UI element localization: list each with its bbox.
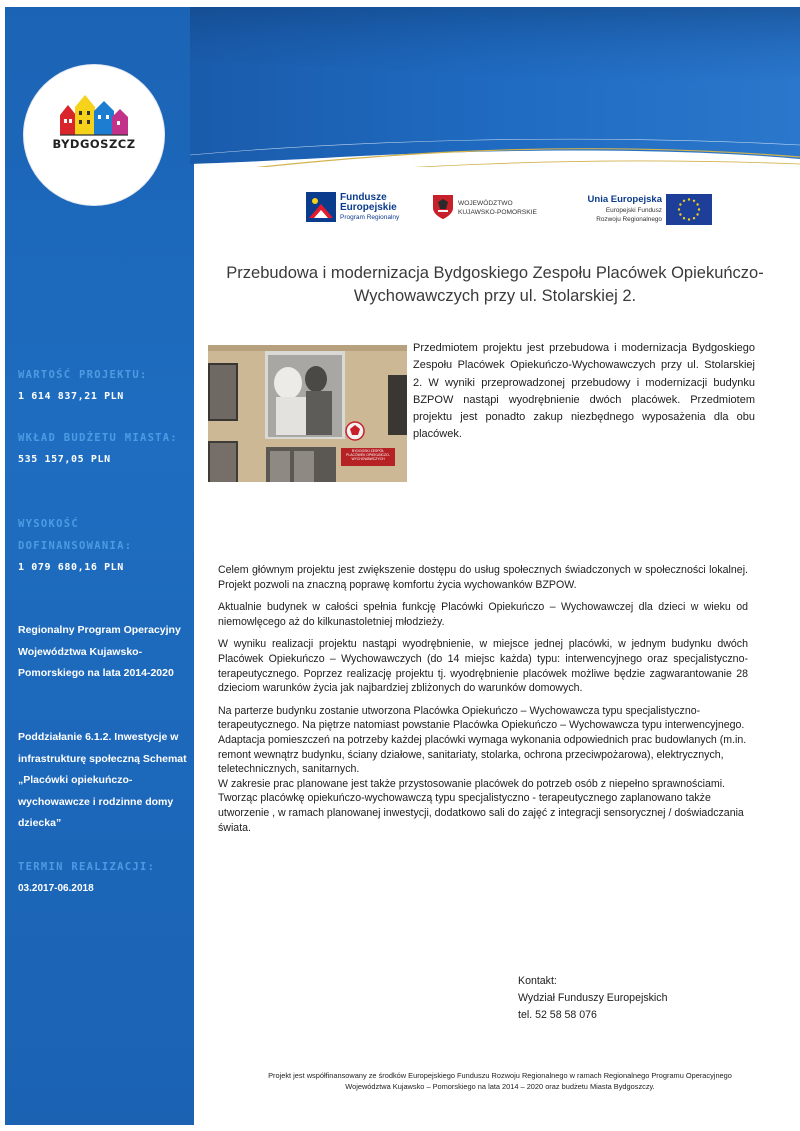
program-block bbox=[18, 620, 190, 685]
city-budget-label: WKŁAD BUDŻETU MIASTA: bbox=[18, 432, 179, 444]
eu-line3: Rozwoju Regionalnego bbox=[596, 216, 662, 223]
eu-line2: Europejski Fundusz bbox=[605, 207, 662, 214]
voiv-line1: WOJEWÓDZTWO bbox=[458, 200, 513, 207]
page-title: Przebudowa i modernizacja Bydgoskiego Zespołu Placówek Opiekuńczo-Wychowawczych przy ul. Stolarskiej 2. bbox=[226, 264, 764, 305]
photo-sign-line2: PLACÓWEK OPIEKUŃCZO-WYCHOWAWCZYCH bbox=[346, 453, 390, 462]
body-details-accessibility: W zakresie prac planowane jest także przystosowanie placówek do potrzeb osób z niepełno sprawnościami. bbox=[218, 777, 725, 790]
fe-line2: Europejskie bbox=[340, 202, 397, 213]
term-value: 03.2017-06.2018 bbox=[18, 883, 94, 894]
footer-line1: Projekt jest współfinansowany ze środków Europejskiego Funduszu Rozwoju Regionalnego w ramach Regionalnego Programu Operacyjnego bbox=[268, 1071, 732, 1080]
voiv-line2: KUJAWSKO-POMORSKIE bbox=[458, 209, 537, 216]
body-paragraph-goal: Celem głównym projektu jest zwiększenie dostępu do usług społecznych świadczonych w społeczności lokalnej. Projekt pozwoli na znaczną poprawę komfortu życia wychowanków BZPOW. bbox=[218, 564, 748, 591]
logo-city-text: BYDGOSZCZ bbox=[52, 137, 136, 151]
building-photo bbox=[208, 345, 407, 482]
body-paragraph-details bbox=[218, 704, 748, 835]
measure-block bbox=[18, 727, 190, 835]
footer-line2: Województwa Kujawsko – Pomorskiego na lata 2014 – 2020 oraz budżetu Miasta Bydgoszczy. bbox=[345, 1082, 655, 1091]
fe-line3: Program Regionalny bbox=[340, 214, 400, 221]
houses-icon bbox=[24, 65, 164, 205]
contact-phone: tel. 52 58 58 076 bbox=[518, 1009, 597, 1021]
project-value-block bbox=[18, 364, 190, 408]
body-details-adaptation: Adaptacja pomieszczeń na potrzeby każdej placówki wymaga wykonania odpowiednich prac budowlanych (m.in. remont wewnątrz budynku, ściany działowe, sanitariaty, stolarka, ochrona przeciwpożarowa), elektrycznych, teletechnicznych, sanitarnych. bbox=[218, 733, 747, 776]
project-value: 1 614 837,21 PLN bbox=[18, 391, 124, 402]
body-details-floors: Na parterze budynku zostanie utworzona Placówka Opiekuńczo – Wychowawcza typu specjalistyczno-terapeutycznego. Na piętrze natomiast powstanie Placówka Opiekuńczo – Wychowawcza typu interwencyjnego. bbox=[218, 704, 745, 732]
project-value-label: WARTOŚĆ PROJEKTU: bbox=[18, 369, 148, 381]
measure-name: Poddziałanie 6.1.2. Inwestycje w infrastrukturę społeczną Schemat „Placówki opiekuńczo-wychowawcze i rodzinne domy dziecka” bbox=[18, 731, 187, 829]
intro-paragraph: Przedmiotem projektu jest przebudowa i modernizacja Bydgoskiego Zespołu Placówek Opiekuńczo-Wychowawczych przy ul. Stolarskiej 2. W wyniki przeprowadzonej przebudowy i modernizacji budynku BZPOW nastąpi wyodrębnienie dwóch placówek. Przedmiotem projektu jest ponadto zakup niezbędnego wyposażenia dla obu placówek. bbox=[413, 342, 755, 441]
photo-sign-text bbox=[341, 449, 395, 462]
fe-line1: Fundusze bbox=[340, 192, 387, 203]
term-label: TERMIN REALIZACJI: bbox=[18, 861, 156, 873]
cofinancing-block bbox=[18, 513, 190, 579]
cofinancing-label: WYSOKOŚĆ DOFINANSOWANIA: bbox=[18, 518, 133, 552]
voivodeship-coat-icon bbox=[432, 194, 454, 220]
contact-department: Wydział Funduszy Europejskich bbox=[518, 992, 668, 1004]
body-details-sensory-room: Tworząc placówkę opiekuńczo-wychowawczą typu specjalistyczno - terapeutycznego zaplanowano także utworzenie , w ramach planowanej inwestycji, dodatkowo sali do zajęć z integracji sensorycznej / doświadczania świata. bbox=[218, 792, 744, 834]
eu-line1: Unia Europejska bbox=[587, 194, 662, 205]
city-budget-value: 535 157,05 PLN bbox=[18, 454, 111, 465]
body-paragraph-current-state: Aktualnie budynek w całości spełnia funkcję Placówki Opiekuńczo – Wychowawczej dla dzieci w wieku od niemowlęcego aż do kilkunastoletniej młodzieży. bbox=[218, 601, 748, 628]
photo-sign-line1: BYDGOSKI ZESPÓŁ bbox=[351, 449, 385, 453]
bydgoszcz-logo bbox=[24, 65, 164, 205]
european-funds-icon bbox=[306, 192, 336, 222]
body-paragraph-result: W wyniku realizacji projektu nastąpi wyodrębnienie, w miejsce jednej placówki, w jednym budynku dwóch Placówek Opiekuńczo – Wychowawczych (do 14 miejsc każda) typu: interwencyjnego oraz specjalistyczno-terapeutycznego. Poprzez realizację projektu tj. wyodrębnienie placówek możliwe będzie zagwarantowanie 28 dzieciom warunków życia jak najbardziej zbliżonych do warunków domowych. bbox=[218, 638, 748, 695]
footer-note bbox=[200, 1070, 800, 1092]
contact-block bbox=[518, 973, 667, 1024]
cofinancing-value: 1 079 680,16 PLN bbox=[18, 562, 124, 573]
european-funds-text bbox=[340, 193, 399, 223]
voivodeship-text bbox=[458, 199, 537, 217]
body-text bbox=[218, 563, 748, 835]
city-budget-block bbox=[18, 427, 190, 471]
header-wave-banner bbox=[190, 7, 800, 167]
eu-flag-icon bbox=[666, 194, 712, 225]
program-name: Regionalny Program Operacyjny Województwa Kujawsko-Pomorskiego na lata 2014-2020 bbox=[18, 624, 181, 679]
term-block bbox=[18, 856, 190, 900]
funding-logos-strip bbox=[300, 184, 718, 236]
contact-label: Kontakt: bbox=[518, 975, 557, 987]
eu-text bbox=[566, 194, 662, 224]
